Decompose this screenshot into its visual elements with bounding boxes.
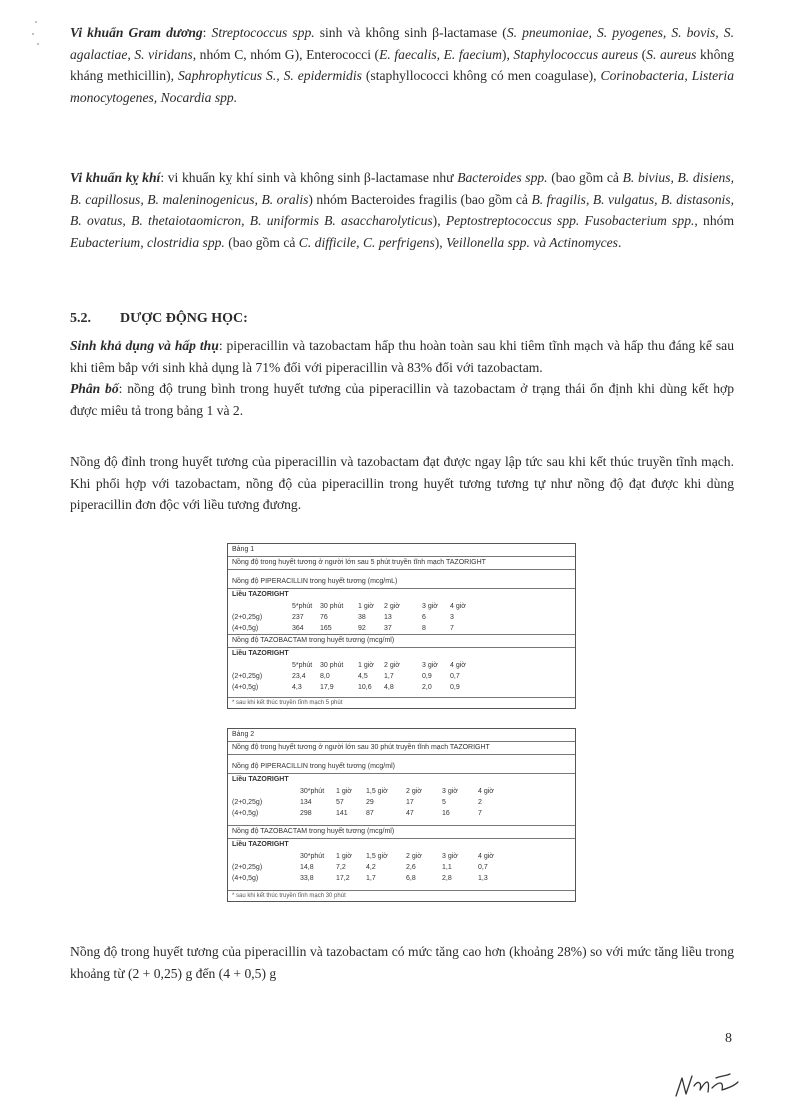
table-cell: 5 (442, 799, 446, 806)
table-header-cell: 5*phút (292, 603, 313, 610)
text-segment: B. fragilis, B. vulgatus, B. distasonis, B. ovatus, B. thetaiotaomicron, B. uniformis B. asaccharolyticus (70, 191, 734, 228)
table-header-cell: 4 giờ (478, 853, 494, 860)
table-cell: 1,7 (366, 875, 376, 882)
text-segment: S. aureus (646, 46, 697, 62)
table-cell: 0,9 (450, 684, 460, 691)
text-segment: không kháng methicillin), (70, 46, 734, 83)
table-cell: 17,2 (336, 875, 350, 882)
table-1-caption: Nồng độ trong huyết tương ở người lớn sau 5 phút truyền tĩnh mạch TAZORIGHT (228, 557, 575, 570)
table-header-cell: 4 giờ (450, 603, 466, 610)
table-cell: 33,8 (300, 875, 314, 882)
table-cell: 10,6 (358, 684, 372, 691)
text-segment: Eubacterium, clostridia spp. (70, 234, 225, 250)
table-cell: 14,8 (300, 864, 314, 871)
table-cell: 7,2 (336, 864, 346, 871)
text-segment: , nhóm (694, 213, 735, 228)
table-cell: (4+0,5g) (232, 810, 259, 817)
text-segment: Peptostreptococcus spp. Fusobacterium spp. (445, 213, 695, 228)
text-segment: Staphylococcus aureus (513, 46, 639, 62)
table-cell: 165 (320, 625, 332, 632)
table-cell: (2+0,25g) (232, 673, 263, 680)
table-cell: 1,1 (442, 864, 452, 871)
table-cell: 92 (358, 625, 366, 632)
table-header-cell: 2 giờ (384, 603, 400, 610)
table-header-cell: 1 giờ (358, 603, 374, 610)
table-cell: 134 (300, 799, 312, 806)
table-1-pip-dose-label: Liều TAZORIGHT (232, 591, 289, 598)
table-cell: 8,0 (320, 673, 330, 680)
table-header-cell (232, 601, 292, 612)
table-cell: 1,7 (384, 673, 394, 680)
text-segment: ( (638, 46, 647, 62)
text-segment: S. pneumoniae, S. pyogenes, S. bovis, S. agalactiae, S. viridans (70, 25, 734, 62)
table-header-cell: 1 giờ (336, 788, 352, 795)
text-segment: Streptococcus spp. (211, 25, 315, 40)
table-header-cell: 3 giờ (422, 662, 438, 669)
table-cell: 38 (358, 614, 366, 621)
anaerobic-text (70, 170, 734, 250)
table-header-cell (232, 851, 300, 862)
table-cell: 141 (336, 810, 348, 817)
table-header-cell: 30 phút (320, 662, 344, 669)
table-cell: 0,7 (478, 864, 488, 871)
section-number: 5.2. (70, 311, 91, 326)
page-number: 8 (725, 1031, 732, 1046)
table-header-cell: 4 giờ (478, 788, 494, 795)
table-cell: 0,9 (422, 673, 432, 680)
table-cell: 4,8 (384, 684, 394, 691)
table-header-cell: 4 giờ (450, 662, 466, 669)
table-2-taz-grid (228, 851, 575, 884)
table-cell: 7 (478, 810, 482, 817)
table-cell: (4+0,5g) (232, 684, 259, 691)
table-cell: 87 (366, 810, 374, 817)
bioavailability-heading: Sinh khả dụng và hấp thụ (70, 338, 219, 353)
section-title: DƯỢC ĐỘNG HỌC: (120, 311, 248, 326)
table-cell: 37 (384, 625, 392, 632)
table-2-pip-dose-label: Liều TAZORIGHT (232, 776, 289, 783)
table-cell: 17,9 (320, 684, 334, 691)
table-1-taz-grid (228, 660, 575, 693)
text-segment: B. bivius, B. disiens, B. capillosus, B. maleninogenicus, B. oralis (70, 170, 735, 207)
table-2-label: Bảng 2 (228, 729, 575, 742)
table-header-cell: 3 giờ (442, 853, 458, 860)
table-header-cell: 30*phút (300, 788, 325, 795)
table-1-taz-dose-label: Liều TAZORIGHT (232, 650, 289, 657)
table-cell: 4,3 (292, 684, 302, 691)
table-header-cell: 1,5 giờ (366, 853, 388, 860)
text-segment: C. difficile, C. perfrigens (298, 234, 435, 250)
table-cell: (2+0,25g) (232, 799, 263, 806)
table-2-pip-title: Nồng độ PIPERACILLIN trong huyết tương (mcg/ml) (228, 761, 575, 774)
table-cell: 4,2 (366, 864, 376, 871)
scan-marks (30, 20, 42, 50)
signature-icon (672, 1070, 742, 1102)
paragraph-anaerobic (70, 167, 734, 253)
table-cell: 16 (442, 810, 450, 817)
table-2-note: * sau khi kết thúc truyền tĩnh mạch 30 phút (228, 890, 575, 901)
gram-positive-heading: Vi khuẩn Gram dương (70, 25, 203, 40)
table-cell: 23,4 (292, 673, 306, 680)
text-segment: (bao gồm cả (224, 234, 299, 250)
text-segment: : vi khuẩn kỵ khí sinh và không sinh β-lactamase như (160, 170, 458, 185)
table-header-cell: 2 giờ (384, 662, 400, 669)
table-header-cell: 1 giờ (358, 662, 374, 669)
table-cell: 8 (422, 625, 426, 632)
table-header-cell (232, 786, 300, 797)
text-segment: ), (432, 213, 446, 228)
bioavailability-text: : piperacillin và tazobactam hấp thu hoàn toàn sau khi tiêm tĩnh mạch và hấp thu đáng kể sau khi tiêm bắp với sinh khả dụng là 71% đối với piperacillin và 83% đối với tazobactam. (70, 338, 735, 375)
text-segment: Saphrophyticus S., S. epidermidis (177, 68, 362, 83)
table-header-cell: 1 giờ (336, 853, 352, 860)
table-cell: 298 (300, 810, 312, 817)
table-cell: 17 (406, 799, 414, 806)
text-segment: ), (501, 46, 514, 62)
distribution-text: : nồng độ trung bình trong huyết tương của piperacillin và tazobactam ở trạng thái ổn định khi dùng kết hợp được miêu tả trong bảng 1 và 2. (70, 381, 734, 418)
text-segment: ) nhóm Bacteroides fragilis (bao gồm cả (308, 191, 532, 207)
table-cell: (2+0,25g) (232, 614, 263, 621)
table-cell: 2 (478, 799, 482, 806)
table-cell: 6,8 (406, 875, 416, 882)
table-1-label: Bảng 1 (228, 544, 575, 557)
paragraph-dose-increase: Nồng độ trong huyết tương của piperacillin và tazobactam có mức tăng cao hơn (khoảng 28%) so với mức tăng liều trong khoảng từ (2 + 0,25) g đến (4 + 0,5) g (70, 944, 734, 981)
table-1 (227, 543, 576, 709)
paragraph-pharmacokinetics (70, 335, 734, 421)
table-cell: 7 (450, 625, 454, 632)
text-segment: (bao gồm cả (547, 170, 623, 185)
table-header-cell: 30*phút (300, 853, 325, 860)
text-segment: Corinobacteria, Listeria monocytogenes, Nocardia spp. (70, 68, 735, 105)
table-cell: 2,8 (442, 875, 452, 882)
table-2-caption: Nồng độ trong huyết tương ở người lớn sau 30 phút truyền tĩnh mạch TAZORIGHT (228, 742, 575, 755)
anaerobic-heading: Vi khuẩn kỵ khí (70, 170, 161, 185)
text-segment: E. faecalis, E. faecium (379, 46, 502, 62)
text-segment: sinh và không sinh β-lactamase ( (314, 25, 507, 40)
table-2 (227, 728, 576, 902)
section-heading-5-2 (70, 311, 248, 327)
text-segment: Bacteroides spp. (457, 170, 548, 185)
table-cell: 1,3 (478, 875, 488, 882)
table-cell: 2,0 (422, 684, 432, 691)
text-segment: . (617, 234, 622, 250)
table-header-cell: 2 giờ (406, 788, 422, 795)
table-header-cell: 3 giờ (422, 603, 438, 610)
table-header-cell: 5*phút (292, 662, 313, 669)
text-segment: Veillonella spp. và Actinomyces (446, 234, 618, 250)
table-cell: 364 (292, 625, 304, 632)
table-1-pip-title: Nồng độ PIPERACILLIN trong huyết tương (mcg/mL) (228, 576, 575, 589)
table-1-note: * sau khi kết thúc truyền tĩnh mạch 5 phút (228, 697, 575, 708)
table-cell: (2+0,25g) (232, 864, 263, 871)
text-segment: ), (434, 234, 447, 250)
table-1-pip-grid (228, 601, 575, 634)
table-cell: (4+0,5g) (232, 625, 259, 632)
table-header-cell: 1,5 giờ (366, 788, 388, 795)
table-cell: 13 (384, 614, 392, 621)
table-cell: 0,7 (450, 673, 460, 680)
table-cell: 57 (336, 799, 344, 806)
table-2-taz-title: Nồng độ TAZOBACTAM trong huyết tương (mcg/ml) (228, 825, 575, 839)
table-header-cell: 3 giờ (442, 788, 458, 795)
table-1-taz-title: Nồng độ TAZOBACTAM trong huyết tương (mcg/ml) (228, 634, 575, 648)
paragraph-gram-positive (70, 22, 734, 108)
table-cell: 76 (320, 614, 328, 621)
paragraph-peak-concentration: Nồng độ đỉnh trong huyết tương của piperacillin và tazobactam đạt được ngay lập tức sau khi kết thúc truyền tĩnh mạch. Khi phối hợp với tazobactam, nồng độ của piperacillin trong huyết tương tương tự như nồng độ đạt được khi dùng piperacillin đơn độc với liều tương đương. (70, 454, 734, 512)
table-header-cell (232, 660, 292, 671)
table-cell: 2,6 (406, 864, 416, 871)
distribution-heading: Phân bố (70, 381, 119, 396)
text-segment: , nhóm C, nhóm G), Enterococci ( (192, 46, 380, 62)
table-cell: 4,5 (358, 673, 368, 680)
table-cell: 6 (422, 614, 426, 621)
table-header-cell: 2 giờ (406, 853, 422, 860)
table-2-taz-dose-label: Liều TAZORIGHT (232, 841, 289, 848)
table-header-cell: 30 phút (320, 603, 344, 610)
table-cell: 3 (450, 614, 454, 621)
table-cell: 47 (406, 810, 414, 817)
table-cell: 29 (366, 799, 374, 806)
table-cell: 237 (292, 614, 304, 621)
text-segment: (staphyllococci không có men coagulase), (361, 68, 601, 83)
table-cell: (4+0,5g) (232, 875, 259, 882)
table-2-pip-grid (228, 786, 575, 819)
text-segment: : (202, 25, 212, 40)
